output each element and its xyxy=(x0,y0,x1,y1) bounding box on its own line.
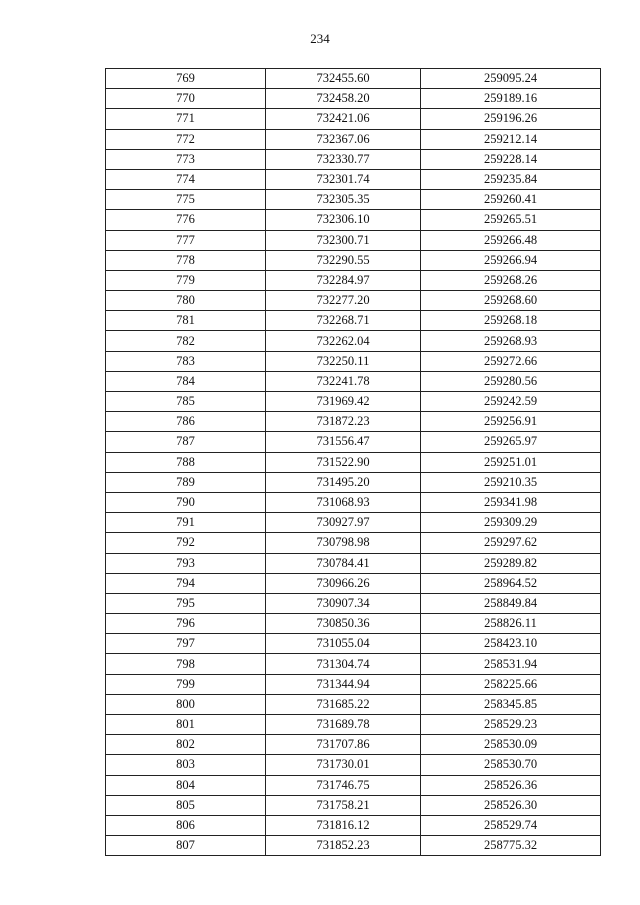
y-coordinate-cell: 258530.70 xyxy=(421,755,601,775)
point-number-cell: 789 xyxy=(106,472,266,492)
y-coordinate-cell: 258526.36 xyxy=(421,775,601,795)
y-coordinate-cell: 258345.85 xyxy=(421,694,601,714)
y-coordinate-cell: 259260.41 xyxy=(421,190,601,210)
table-row xyxy=(106,553,601,573)
table-row xyxy=(106,109,601,129)
x-coordinate-cell: 731522.90 xyxy=(266,452,421,472)
point-number-cell: 793 xyxy=(106,553,266,573)
y-coordinate-cell: 259268.26 xyxy=(421,270,601,290)
x-coordinate-cell: 731746.75 xyxy=(266,775,421,795)
point-number-cell: 780 xyxy=(106,291,266,311)
x-coordinate-cell: 732421.06 xyxy=(266,109,421,129)
coordinates-table xyxy=(105,68,601,856)
table-row xyxy=(106,392,601,412)
point-number-cell: 801 xyxy=(106,715,266,735)
y-coordinate-cell: 259265.51 xyxy=(421,210,601,230)
point-number-cell: 777 xyxy=(106,230,266,250)
point-number-cell: 796 xyxy=(106,614,266,634)
x-coordinate-cell: 731304.74 xyxy=(266,654,421,674)
table-row xyxy=(106,533,601,553)
y-coordinate-cell: 258423.10 xyxy=(421,634,601,654)
x-coordinate-cell: 730798.98 xyxy=(266,533,421,553)
x-coordinate-cell: 731730.01 xyxy=(266,755,421,775)
table-row xyxy=(106,89,601,109)
point-number-cell: 804 xyxy=(106,775,266,795)
y-coordinate-cell: 258964.52 xyxy=(421,573,601,593)
table-row xyxy=(106,694,601,714)
point-number-cell: 781 xyxy=(106,311,266,331)
y-coordinate-cell: 259212.14 xyxy=(421,129,601,149)
table-row xyxy=(106,270,601,290)
y-coordinate-cell: 258529.74 xyxy=(421,815,601,835)
table-row xyxy=(106,432,601,452)
point-number-cell: 769 xyxy=(106,69,266,89)
table-row xyxy=(106,775,601,795)
x-coordinate-cell: 731344.94 xyxy=(266,674,421,694)
table-row xyxy=(106,715,601,735)
y-coordinate-cell: 258526.30 xyxy=(421,795,601,815)
table-row xyxy=(106,129,601,149)
table-row xyxy=(106,735,601,755)
y-coordinate-cell: 259228.14 xyxy=(421,149,601,169)
table-row xyxy=(106,190,601,210)
y-coordinate-cell: 259210.35 xyxy=(421,472,601,492)
point-number-cell: 784 xyxy=(106,371,266,391)
table-row xyxy=(106,795,601,815)
point-number-cell: 779 xyxy=(106,270,266,290)
point-number-cell: 786 xyxy=(106,412,266,432)
y-coordinate-cell: 259266.94 xyxy=(421,250,601,270)
table-row xyxy=(106,492,601,512)
point-number-cell: 803 xyxy=(106,755,266,775)
x-coordinate-cell: 731556.47 xyxy=(266,432,421,452)
point-number-cell: 770 xyxy=(106,89,266,109)
point-number-cell: 782 xyxy=(106,331,266,351)
table-row xyxy=(106,654,601,674)
y-coordinate-cell: 258849.84 xyxy=(421,593,601,613)
y-coordinate-cell: 259272.66 xyxy=(421,351,601,371)
point-number-cell: 790 xyxy=(106,492,266,512)
y-coordinate-cell: 259280.56 xyxy=(421,371,601,391)
table-row xyxy=(106,291,601,311)
table-row xyxy=(106,634,601,654)
table-row xyxy=(106,593,601,613)
y-coordinate-cell: 259235.84 xyxy=(421,169,601,189)
x-coordinate-cell: 732277.20 xyxy=(266,291,421,311)
point-number-cell: 807 xyxy=(106,836,266,856)
y-coordinate-cell: 259265.97 xyxy=(421,432,601,452)
table-row xyxy=(106,169,601,189)
x-coordinate-cell: 730784.41 xyxy=(266,553,421,573)
x-coordinate-cell: 732241.78 xyxy=(266,371,421,391)
y-coordinate-cell: 259268.18 xyxy=(421,311,601,331)
table-row xyxy=(106,815,601,835)
point-number-cell: 791 xyxy=(106,513,266,533)
y-coordinate-cell: 259309.29 xyxy=(421,513,601,533)
point-number-cell: 785 xyxy=(106,392,266,412)
y-coordinate-cell: 258531.94 xyxy=(421,654,601,674)
y-coordinate-cell: 259189.16 xyxy=(421,89,601,109)
point-number-cell: 802 xyxy=(106,735,266,755)
point-number-cell: 787 xyxy=(106,432,266,452)
x-coordinate-cell: 731689.78 xyxy=(266,715,421,735)
table-row xyxy=(106,674,601,694)
table-row xyxy=(106,452,601,472)
x-coordinate-cell: 731495.20 xyxy=(266,472,421,492)
table-row xyxy=(106,311,601,331)
y-coordinate-cell: 259095.24 xyxy=(421,69,601,89)
x-coordinate-cell: 731707.86 xyxy=(266,735,421,755)
y-coordinate-cell: 259268.93 xyxy=(421,331,601,351)
x-coordinate-cell: 731055.04 xyxy=(266,634,421,654)
point-number-cell: 778 xyxy=(106,250,266,270)
x-coordinate-cell: 730907.34 xyxy=(266,593,421,613)
x-coordinate-cell: 732330.77 xyxy=(266,149,421,169)
table-row xyxy=(106,513,601,533)
x-coordinate-cell: 732262.04 xyxy=(266,331,421,351)
y-coordinate-cell: 258775.32 xyxy=(421,836,601,856)
point-number-cell: 788 xyxy=(106,452,266,472)
y-coordinate-cell: 259266.48 xyxy=(421,230,601,250)
table-row xyxy=(106,230,601,250)
table-row xyxy=(106,250,601,270)
y-coordinate-cell: 258826.11 xyxy=(421,614,601,634)
point-number-cell: 792 xyxy=(106,533,266,553)
x-coordinate-cell: 732305.35 xyxy=(266,190,421,210)
table-row xyxy=(106,331,601,351)
x-coordinate-cell: 732458.20 xyxy=(266,89,421,109)
table-row xyxy=(106,69,601,89)
point-number-cell: 798 xyxy=(106,654,266,674)
y-coordinate-cell: 259341.98 xyxy=(421,492,601,512)
y-coordinate-cell: 258225.66 xyxy=(421,674,601,694)
point-number-cell: 799 xyxy=(106,674,266,694)
x-coordinate-cell: 732367.06 xyxy=(266,129,421,149)
x-coordinate-cell: 732268.71 xyxy=(266,311,421,331)
x-coordinate-cell: 730927.97 xyxy=(266,513,421,533)
x-coordinate-cell: 731872.23 xyxy=(266,412,421,432)
table-row xyxy=(106,573,601,593)
point-number-cell: 805 xyxy=(106,795,266,815)
table-row xyxy=(106,412,601,432)
x-coordinate-cell: 732300.71 xyxy=(266,230,421,250)
table-row xyxy=(106,614,601,634)
x-coordinate-cell: 731852.23 xyxy=(266,836,421,856)
x-coordinate-cell: 732250.11 xyxy=(266,351,421,371)
point-number-cell: 806 xyxy=(106,815,266,835)
point-number-cell: 794 xyxy=(106,573,266,593)
table-row xyxy=(106,371,601,391)
y-coordinate-cell: 258530.09 xyxy=(421,735,601,755)
point-number-cell: 775 xyxy=(106,190,266,210)
y-coordinate-cell: 259289.82 xyxy=(421,553,601,573)
x-coordinate-cell: 730966.26 xyxy=(266,573,421,593)
table-row xyxy=(106,210,601,230)
x-coordinate-cell: 731969.42 xyxy=(266,392,421,412)
point-number-cell: 800 xyxy=(106,694,266,714)
point-number-cell: 776 xyxy=(106,210,266,230)
y-coordinate-cell: 259256.91 xyxy=(421,412,601,432)
x-coordinate-cell: 732290.55 xyxy=(266,250,421,270)
y-coordinate-cell: 258529.23 xyxy=(421,715,601,735)
point-number-cell: 774 xyxy=(106,169,266,189)
table-row xyxy=(106,836,601,856)
y-coordinate-cell: 259297.62 xyxy=(421,533,601,553)
x-coordinate-cell: 731068.93 xyxy=(266,492,421,512)
table-row xyxy=(106,351,601,371)
x-coordinate-cell: 732306.10 xyxy=(266,210,421,230)
x-coordinate-cell: 732284.97 xyxy=(266,270,421,290)
coordinates-table-body xyxy=(106,69,601,856)
x-coordinate-cell: 731816.12 xyxy=(266,815,421,835)
point-number-cell: 795 xyxy=(106,593,266,613)
point-number-cell: 797 xyxy=(106,634,266,654)
x-coordinate-cell: 732301.74 xyxy=(266,169,421,189)
table-row xyxy=(106,472,601,492)
point-number-cell: 771 xyxy=(106,109,266,129)
point-number-cell: 773 xyxy=(106,149,266,169)
table-row xyxy=(106,755,601,775)
point-number-cell: 772 xyxy=(106,129,266,149)
page-number: 234 xyxy=(310,31,330,46)
x-coordinate-cell: 731758.21 xyxy=(266,795,421,815)
y-coordinate-cell: 259268.60 xyxy=(421,291,601,311)
x-coordinate-cell: 731685.22 xyxy=(266,694,421,714)
y-coordinate-cell: 259251.01 xyxy=(421,452,601,472)
y-coordinate-cell: 259242.59 xyxy=(421,392,601,412)
y-coordinate-cell: 259196.26 xyxy=(421,109,601,129)
point-number-cell: 783 xyxy=(106,351,266,371)
x-coordinate-cell: 730850.36 xyxy=(266,614,421,634)
table-row xyxy=(106,149,601,169)
x-coordinate-cell: 732455.60 xyxy=(266,69,421,89)
